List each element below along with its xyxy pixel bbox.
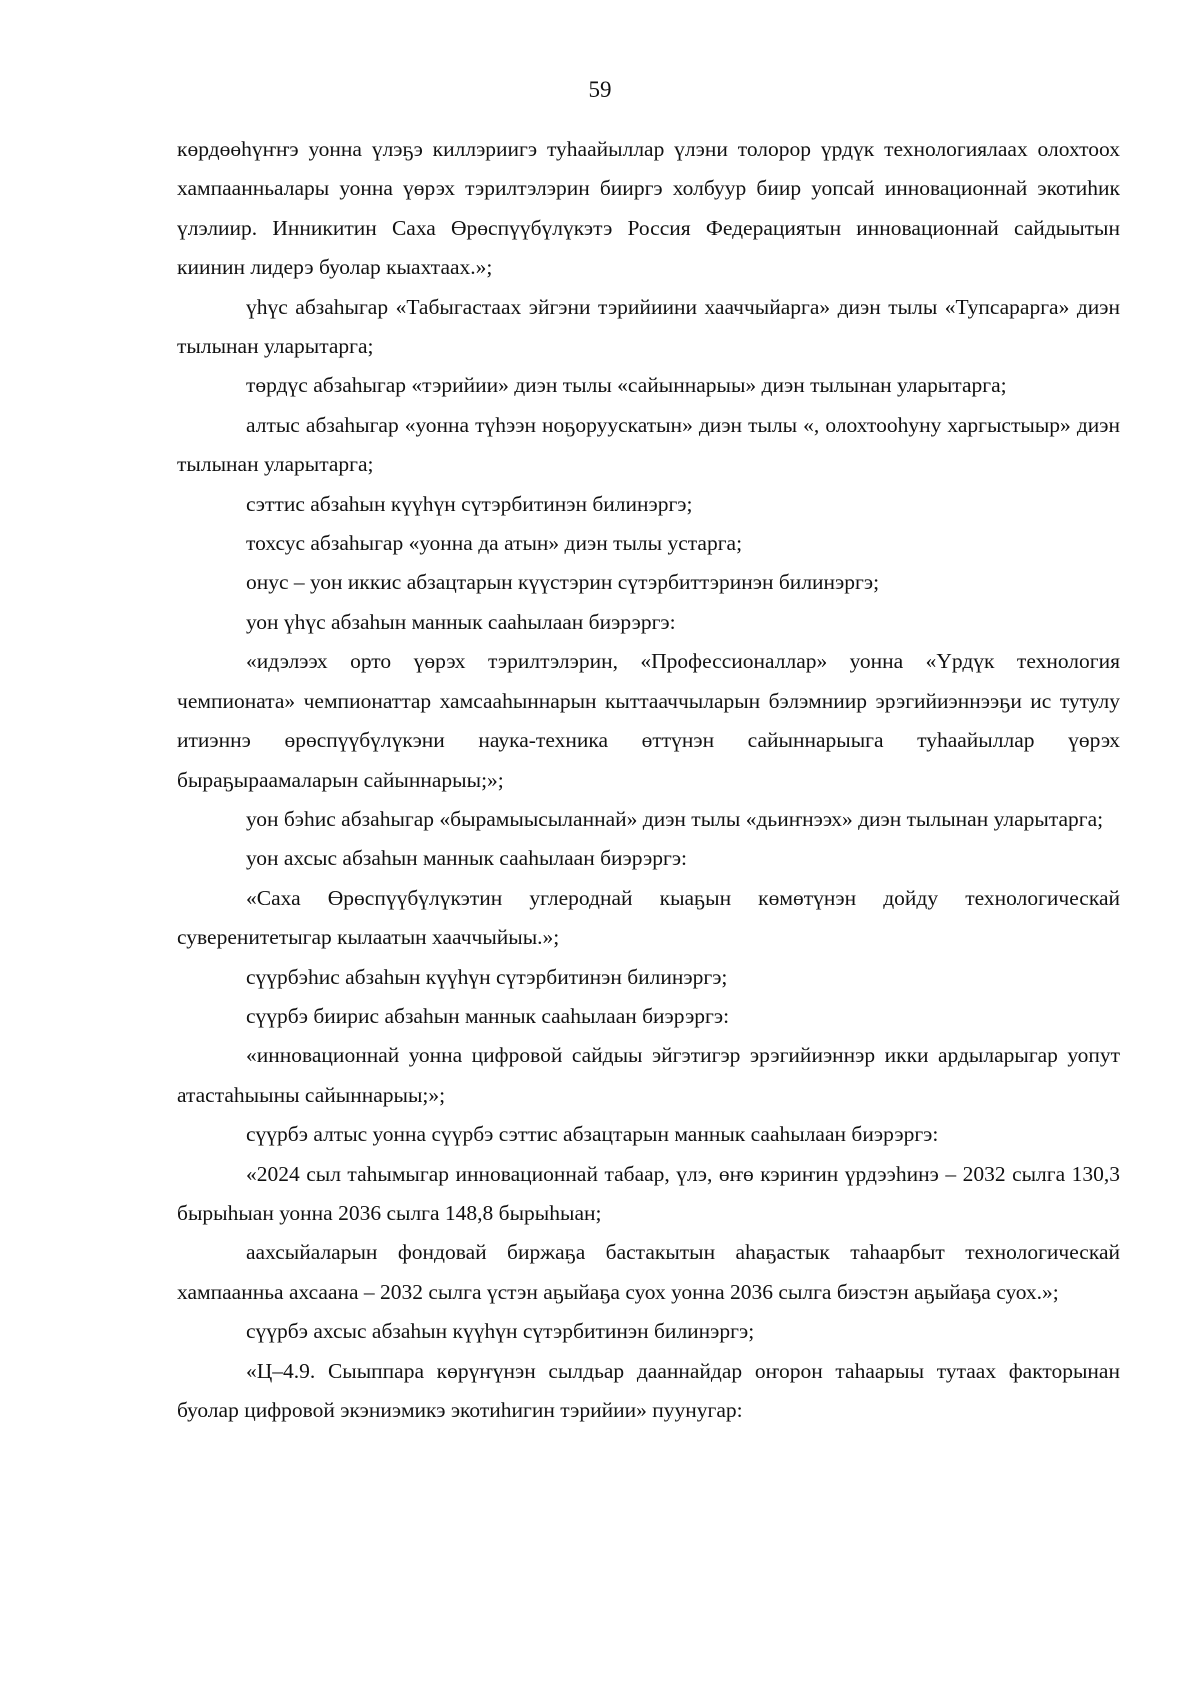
paragraph-14: сүүрбэ биирис абзаһын маннык сааһылаан биэрэргэ: <box>246 1003 730 1028</box>
paragraph-7: онус – уон иккис абзацтарын күүстэрин сүтэрбиттэринэн билинэргэ; <box>246 570 880 595</box>
paragraph-1: көрдөөһүҥҥэ уонна үлэҕэ киллэриигэ туһаайыллар үлэни толорор үрдүк технологиялаах олохтоох хампаанньалары уонна үөрэх тэрилтэлэрин бииргэ холбуур биир уопсай инновационнай экотиһик үлэлиир. Инникитин Саха Өрөспүүбүлүкэтэ Россия Федерациятын инновационнай сайдыытын киинин лидерэ буолар кыахтаах.»; <box>177 137 1120 280</box>
paragraph-18: аахсыйаларын фондовай биржаҕа бастакытын аһаҕастык таһаарбыт технологическай хампаанньа ахсаана – 2032 сылга үстэн аҕыйаҕа суох уонна 2036 сылга биэстэн аҕыйаҕа суох.»; <box>177 1240 1120 1304</box>
paragraph-11: уон ахсыс абзаһын маннык сааһылаан биэрэргэ: <box>246 846 688 871</box>
paragraph-6: тохсус абзаһыгар «уонна да атын» диэн тылы устарга; <box>246 531 743 556</box>
paragraph-16: сүүрбэ алтыс уонна сүүрбэ сэттис абзацтарын маннык сааһылаан биэрэргэ: <box>246 1122 939 1147</box>
paragraph-13: сүүрбэһис абзаһын күүһүн сүтэрбитинэн билинэргэ; <box>246 964 728 989</box>
document-body <box>177 130 1120 1430</box>
paragraph-10: уон бэһис абзаһыгар «бырамыысыланнай» диэн тылы «дьиҥнээх» диэн тылынан уларытарга; <box>246 806 1104 831</box>
paragraph-12: «Саха Өрөспүүбүлүкэтин углероднай кыаҕын көмөтүнэн дойду технологическай суверенитетыгар кылаатын хааччыйыы.»; <box>177 885 1120 950</box>
paragraph-4: алтыс абзаһыгар «уонна түһээн ноҕоруускатын» диэн тылы «, олохтооһуну харгыстыыр» диэн тылынан уларытарга; <box>177 412 1120 477</box>
paragraph-20: «Ц–4.9. Сыыппара көрүҥүнэн сылдьар дааннайдар оҥорон таһаарыы тутаах факторынан буолар цифровой экэниэмикэ экотиһигин тэрийии» пуунугар: <box>177 1358 1120 1422</box>
page-number: 59 <box>588 77 612 102</box>
paragraph-8: уон үһүс абзаһын маннык сааһылаан биэрэргэ: <box>246 609 676 634</box>
paragraph-3: төрдүс абзаһыгар «тэрийии» диэн тылы «сайыннарыы» диэн тылынан уларытарга; <box>246 373 1007 398</box>
paragraph-9: «идэлээх орто үөрэх тэрилтэлэрин, «Профессионаллар» уонна «Үрдүк технология чемпионата» чемпионаттар хамсааһыннарын кыттааччыларын бэлэмниир эрэгийиэннээҕи ис тутулу итиэннэ өрөспүүбүлүкэни наука-техника өттүнэн сайыннарыыга туһаайыллар үөрэх быраҕыраамаларын сайыннарыы;»; <box>177 649 1120 792</box>
paragraph-2: үһүс абзаһыгар «Табыгастаах эйгэни тэрийиини хааччыйарга» диэн тылы «Тупсарарга» диэн тылынан уларытарга; <box>177 294 1120 359</box>
paragraph-15: «инновационнай уонна цифровой сайдыы эйгэтигэр эрэгийиэннэр икки ардыларыгар уопут атастаһыыны сайыннарыы;»; <box>177 1043 1120 1107</box>
paragraph-19: сүүрбэ ахсыс абзаһын күүһүн сүтэрбитинэн билинэргэ; <box>246 1319 755 1344</box>
paragraph-17: «2024 сыл таһымыгар инновационнай табаар, үлэ, өҥө кэриҥин үрдээһинэ – 2032 сылга 130,3 бырыһыан уонна 2036 сылга 148,8 бырыһыан; <box>177 1161 1120 1225</box>
paragraph-5: сэттис абзаһын күүһүн сүтэрбитинэн билинэргэ; <box>246 491 693 516</box>
